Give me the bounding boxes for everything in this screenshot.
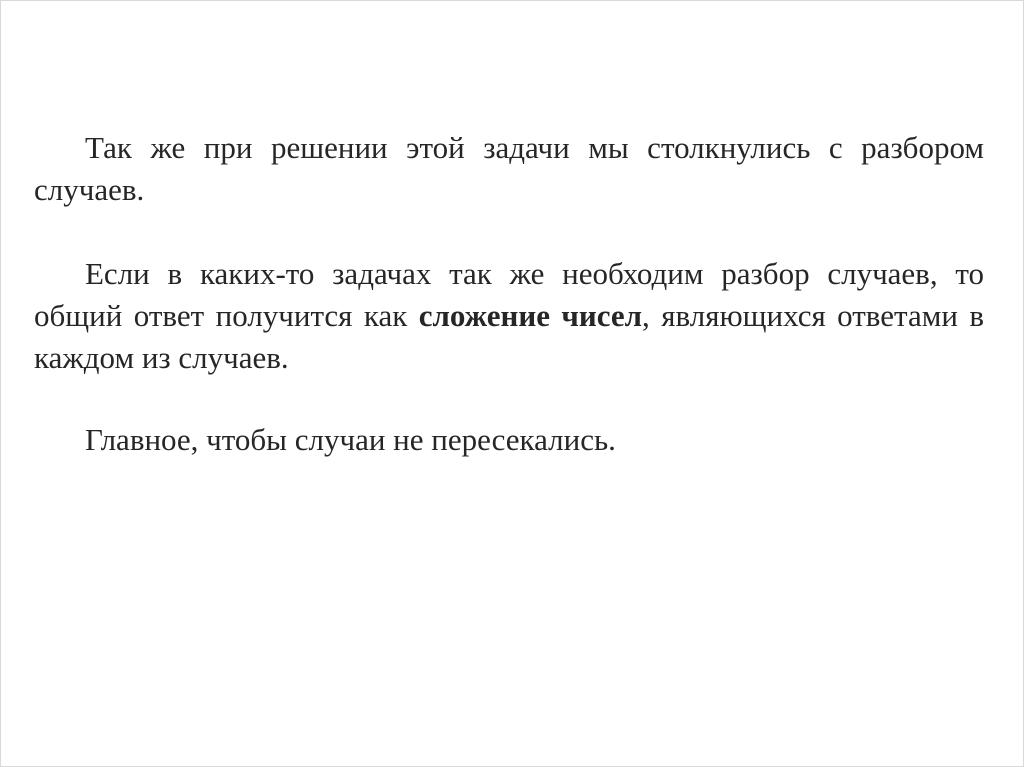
paragraph-no-overlap: Главное, чтобы случаи не пересекались. (85, 422, 616, 457)
paragraph-sum-rule-outro: , являющихся ответами в каждом из случаев. (34, 298, 985, 375)
paragraph-cases: Так же при решении этой задачи мы столкнулись с разбором случаев. (34, 130, 984, 207)
paragraph-sum-rule (34, 253, 984, 379)
paragraph-gap (34, 211, 984, 253)
emphasis-sum-of-numbers: сложение чисел (418, 298, 643, 333)
paragraph-sum-rule-intro: Если в каких-то задачах так же необходим разбор случаев, то общий ответ получится как (34, 256, 984, 333)
slide-content (34, 127, 984, 461)
